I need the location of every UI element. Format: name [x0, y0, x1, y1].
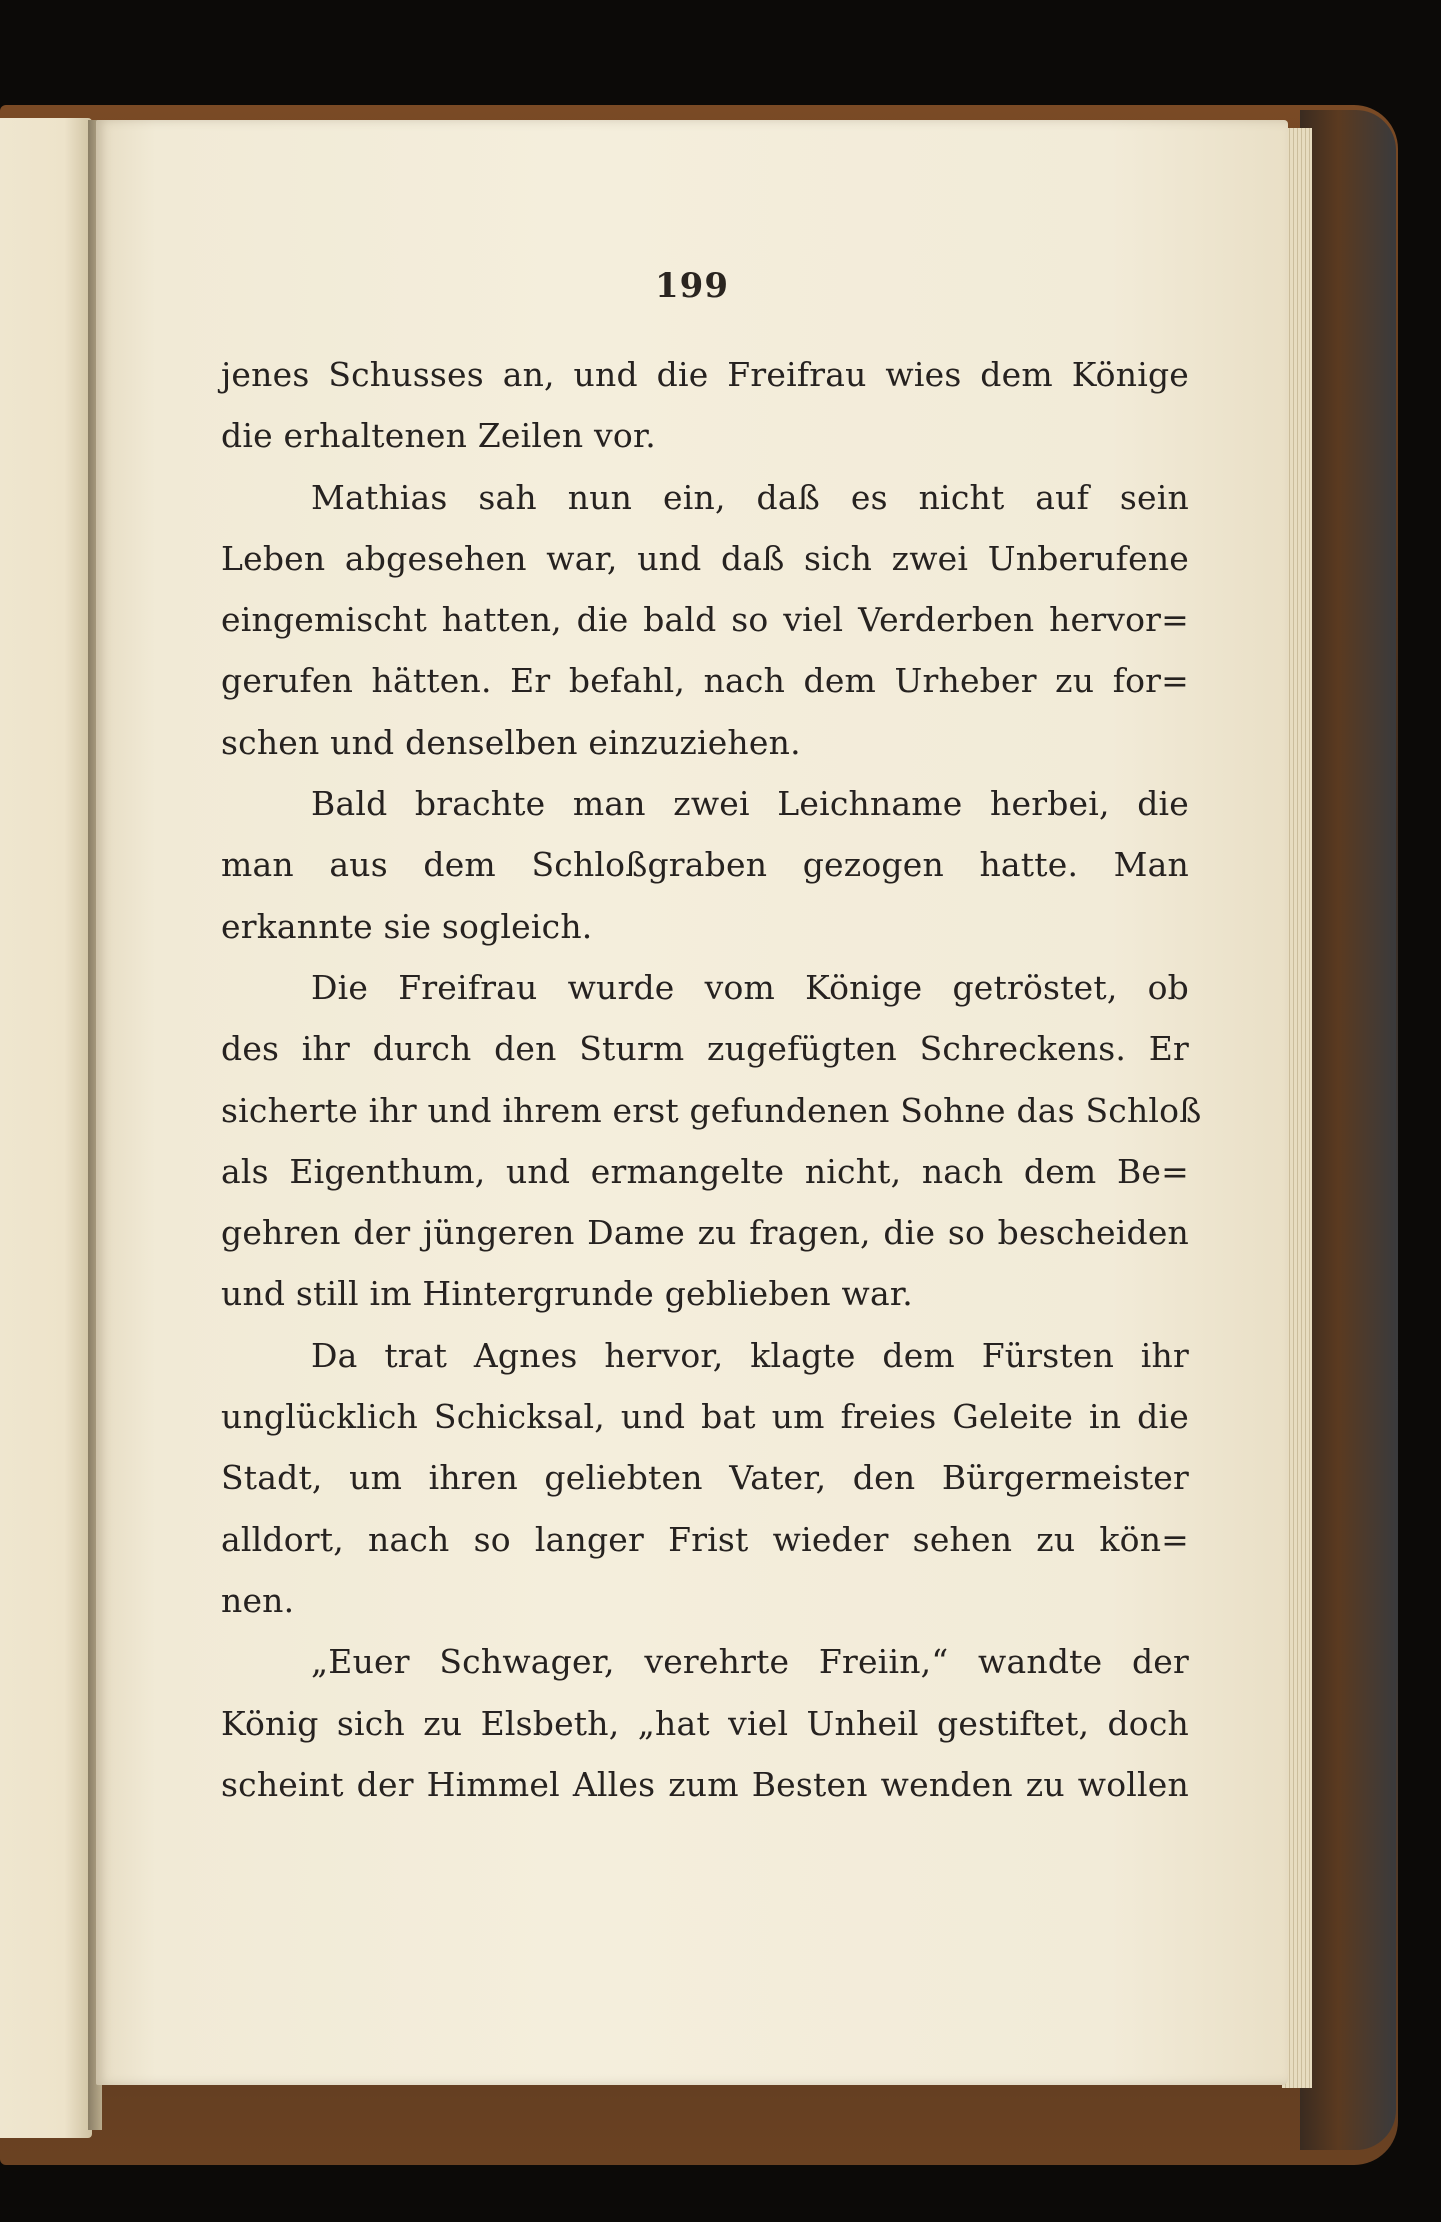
text-line: „Euer Schwager, verehrte Freiin,“ wandte der — [311, 1642, 1189, 1682]
text-line: Bald brachte man zwei Leichname herbei, die — [311, 784, 1189, 824]
text-line: alldort, nach so langer Frist wieder sehen zu kön= — [221, 1519, 1189, 1559]
right-page — [96, 120, 1288, 2085]
text-line: Die Freifrau wurde vom Könige getröstet, ob — [311, 967, 1189, 1007]
text-line: sicherte ihr und ihrem erst gefundenen Sohne das Schloß — [221, 1090, 1202, 1130]
left-page — [0, 118, 92, 2138]
page-number: 199 — [655, 266, 729, 306]
text-line: als Eigenthum, und ermangelte nicht, nach dem Be= — [221, 1151, 1189, 1191]
text-line: schen und denselben einzuziehen. — [221, 722, 801, 762]
text-line: die erhaltenen Zeilen vor. — [221, 416, 656, 456]
text-line: Leben abgesehen war, und daß sich zwei Unberufene — [221, 538, 1189, 578]
text-line: nen. — [221, 1580, 295, 1620]
body-text — [221, 344, 1202, 1815]
text-line: man aus dem Schloßgraben gezogen hatte. Man — [221, 845, 1189, 885]
text-line: erkannte sie sogleich. — [221, 906, 593, 946]
text-line: scheint der Himmel Alles zum Besten wenden zu wollen — [221, 1764, 1189, 1804]
text-line: Stadt, um ihren geliebten Vater, den Bürgermeister — [221, 1458, 1189, 1498]
text-line: gehren der jüngeren Dame zu fragen, die so bescheiden — [221, 1213, 1189, 1253]
text-line: Mathias sah nun ein, daß es nicht auf sein — [311, 477, 1189, 517]
text-line: jenes Schusses an, und die Freifrau wies dem Könige — [221, 355, 1189, 394]
text-line: eingemischt hatten, die bald so viel Verderben hervor= — [221, 600, 1189, 640]
text-line: unglücklich Schicksal, und bat um freies Geleite in die — [221, 1397, 1189, 1437]
text-line: des ihr durch den Sturm zugefügten Schreckens. Er — [221, 1029, 1189, 1069]
text-line: gerufen hätten. Er befahl, nach dem Urheber zu for= — [221, 661, 1189, 701]
text-line: und still im Hintergrunde geblieben war. — [221, 1274, 913, 1314]
text-line: Da trat Agnes hervor, klagte dem Fürsten ihr — [311, 1335, 1189, 1375]
text-line: König sich zu Elsbeth, „hat viel Unheil gestiftet, doch — [221, 1703, 1189, 1743]
book-cover-edge — [1300, 110, 1396, 2150]
